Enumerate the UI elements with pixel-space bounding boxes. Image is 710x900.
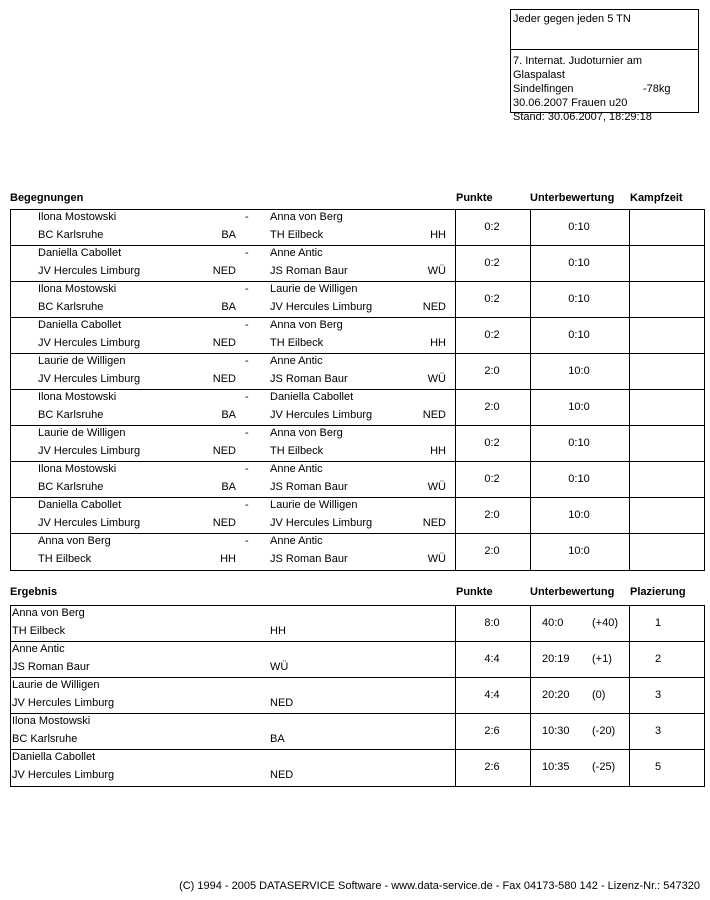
column-divider: [455, 750, 456, 786]
result-diff: (-25): [592, 761, 616, 773]
column-divider: [455, 642, 456, 677]
versus-dash: -: [245, 391, 249, 403]
match-points: 2:0: [484, 545, 500, 557]
match-subscore: 0:10: [568, 293, 590, 305]
matches-time-header: Kampfzeit: [630, 192, 683, 204]
versus-dash: -: [245, 247, 249, 259]
column-divider: [629, 750, 630, 786]
match-subscore: 0:10: [568, 473, 590, 485]
column-divider: [455, 678, 456, 713]
result-subscore: 10:35: [542, 761, 570, 773]
match-subscore: 10:0: [568, 509, 590, 521]
tournament-info-box: [510, 9, 699, 123]
fighter-b-club: JV Hercules Limburg: [270, 409, 373, 421]
fighter-b-nation: WÜ: [427, 481, 446, 493]
fighter-b-nation: HH: [430, 337, 446, 349]
column-divider: [455, 714, 456, 749]
fighter-b-nation: HH: [430, 445, 446, 457]
tournament-name: 7. Internat. Judoturnier am Glaspalast: [513, 55, 643, 81]
column-divider: [530, 606, 531, 641]
match-subscore: 0:10: [568, 437, 590, 449]
versus-dash: -: [245, 283, 249, 295]
column-divider: [629, 534, 630, 570]
match-subscore: 10:0: [568, 365, 590, 377]
column-divider: [530, 678, 531, 713]
column-divider: [629, 282, 630, 317]
fighter-b-name: Laurie de Willigen: [270, 499, 358, 511]
match-subscore: 10:0: [568, 545, 590, 557]
column-divider: [629, 462, 630, 497]
fighter-b-name: Anne Antic: [270, 355, 323, 367]
results-sub-header: Unterbewertung: [530, 586, 615, 598]
result-nation: HH: [270, 625, 286, 637]
match-points: 0:2: [484, 437, 500, 449]
fighter-a-nation: NED: [212, 265, 236, 277]
column-divider: [455, 246, 456, 281]
result-diff: (+1): [592, 653, 612, 665]
match-subscore: 0:10: [568, 257, 590, 269]
column-divider: [629, 318, 630, 353]
result-points: 4:4: [484, 689, 500, 701]
date-class: 30.06.2007 Frauen u20: [513, 97, 628, 109]
versus-dash: -: [245, 319, 249, 331]
match-row: [11, 246, 704, 282]
fighter-b-club: JV Hercules Limburg: [270, 301, 373, 313]
column-divider: [629, 606, 630, 641]
fighter-a-club: BC Karlsruhe: [38, 301, 104, 313]
column-divider: [530, 426, 531, 461]
match-row: [11, 210, 704, 246]
fighter-a-club: JV Hercules Limburg: [38, 517, 141, 529]
match-points: 0:2: [484, 221, 500, 233]
result-subscore: 40:0: [542, 617, 564, 629]
match-points: 2:0: [484, 401, 500, 413]
result-nation: NED: [270, 769, 294, 781]
matches-sub-header: Unterbewertung: [530, 192, 615, 204]
fighter-a-name: Laurie de Willigen: [38, 355, 126, 367]
fighter-a-name: Laurie de Willigen: [38, 427, 126, 439]
result-nation: BA: [270, 733, 285, 745]
fighter-b-nation: NED: [422, 301, 446, 313]
fighter-b-club: TH Eilbeck: [270, 229, 324, 241]
fighter-b-club: JV Hercules Limburg: [270, 517, 373, 529]
match-row: [11, 282, 704, 318]
versus-dash: -: [245, 463, 249, 475]
column-divider: [530, 462, 531, 497]
fighter-b-name: Anne Antic: [270, 463, 323, 475]
fighter-b-name: Laurie de Willigen: [270, 283, 358, 295]
column-divider: [629, 714, 630, 749]
weight-class: -78kg: [643, 83, 671, 95]
fighter-b-nation: NED: [422, 409, 446, 421]
fighter-a-name: Ilona Mostowski: [38, 283, 117, 295]
fighter-b-club: TH Eilbeck: [270, 445, 324, 457]
column-divider: [455, 282, 456, 317]
column-divider: [530, 642, 531, 677]
result-name: Daniella Cabollet: [12, 751, 96, 763]
fighter-a-club: BC Karlsruhe: [38, 409, 104, 421]
result-club: TH Eilbeck: [12, 625, 66, 637]
column-divider: [629, 426, 630, 461]
fighter-a-name: Ilona Mostowski: [38, 463, 117, 475]
result-diff: (+40): [592, 617, 618, 629]
result-club: JV Hercules Limburg: [12, 769, 115, 781]
result-rank: 3: [654, 689, 662, 701]
column-divider: [455, 390, 456, 425]
matches-title: Begegnungen: [10, 192, 84, 204]
column-divider: [455, 534, 456, 570]
mode-label: Jeder gegen jeden 5 TN: [513, 13, 631, 25]
column-divider: [629, 354, 630, 389]
fighter-b-club: JS Roman Baur: [270, 373, 348, 385]
result-club: JS Roman Baur: [12, 661, 90, 673]
column-divider: [629, 246, 630, 281]
result-diff: (0): [592, 689, 606, 701]
match-row: [11, 318, 704, 354]
fighter-a-nation: NED: [212, 445, 236, 457]
fighter-a-name: Ilona Mostowski: [38, 391, 117, 403]
results-title: Ergebnis: [10, 586, 58, 598]
result-subscore: 10:30: [542, 725, 570, 737]
result-diff: (-20): [592, 725, 616, 737]
column-divider: [530, 210, 531, 245]
column-divider: [455, 426, 456, 461]
fighter-b-name: Anne Antic: [270, 535, 323, 547]
match-row: [11, 354, 704, 390]
column-divider: [530, 354, 531, 389]
result-rank: 3: [654, 725, 662, 737]
fighter-a-club: TH Eilbeck: [38, 553, 92, 565]
column-divider: [530, 282, 531, 317]
match-row: [11, 462, 704, 498]
column-divider: [530, 498, 531, 533]
results-rank-header: Plazierung: [630, 586, 686, 598]
column-divider: [530, 714, 531, 749]
match-points: 0:2: [484, 473, 500, 485]
match-row: [11, 498, 704, 534]
versus-dash: -: [245, 499, 249, 511]
column-divider: [530, 750, 531, 786]
result-nation: WÜ: [270, 661, 289, 673]
versus-dash: -: [245, 211, 249, 223]
versus-dash: -: [245, 427, 249, 439]
match-subscore: 0:10: [568, 329, 590, 341]
result-points: 8:0: [484, 617, 500, 629]
fighter-b-name: Anne Antic: [270, 247, 323, 259]
fighter-a-club: JV Hercules Limburg: [38, 445, 141, 457]
fighter-a-club: BC Karlsruhe: [38, 481, 104, 493]
fighter-a-name: Daniella Cabollet: [38, 499, 122, 511]
column-divider: [629, 642, 630, 677]
result-points: 2:6: [484, 761, 500, 773]
result-points: 4:4: [484, 653, 500, 665]
result-nation: NED: [270, 697, 294, 709]
versus-dash: -: [245, 355, 249, 367]
result-row: [11, 606, 704, 642]
result-club: JV Hercules Limburg: [12, 697, 115, 709]
match-points: 0:2: [484, 257, 500, 269]
matches-table: [10, 209, 705, 571]
result-rank: 5: [654, 761, 662, 773]
status-timestamp: Stand: 30.06.2007, 18:29:18: [513, 111, 652, 123]
matches-points-header: Punkte: [456, 192, 493, 204]
match-subscore: 10:0: [568, 401, 590, 413]
result-subscore: 20:19: [542, 653, 570, 665]
column-divider: [455, 318, 456, 353]
match-points: 2:0: [484, 509, 500, 521]
column-divider: [629, 498, 630, 533]
match-row: [11, 390, 704, 426]
fighter-b-nation: WÜ: [427, 553, 446, 565]
fighter-b-club: JS Roman Baur: [270, 481, 348, 493]
fighter-a-club: BC Karlsruhe: [38, 229, 104, 241]
result-row: [11, 678, 704, 714]
column-divider: [455, 498, 456, 533]
match-points: 0:2: [484, 293, 500, 305]
column-divider: [629, 678, 630, 713]
fighter-b-club: JS Roman Baur: [270, 265, 348, 277]
fighter-a-name: Anna von Berg: [38, 535, 111, 547]
result-club: BC Karlsruhe: [12, 733, 78, 745]
result-row: [11, 714, 704, 750]
fighter-a-nation: BA: [221, 481, 236, 493]
results-points-header: Punkte: [456, 586, 493, 598]
column-divider: [629, 390, 630, 425]
result-name: Anne Antic: [12, 643, 65, 655]
match-subscore: 0:10: [568, 221, 590, 233]
fighter-b-name: Anna von Berg: [270, 319, 343, 331]
fighter-a-nation: NED: [212, 373, 236, 385]
column-divider: [455, 354, 456, 389]
fighter-a-nation: BA: [221, 409, 236, 421]
result-points: 2:6: [484, 725, 500, 737]
results-table: [10, 605, 705, 787]
fighter-b-name: Daniella Cabollet: [270, 391, 354, 403]
column-divider: [530, 318, 531, 353]
column-divider: [530, 534, 531, 570]
fighter-b-nation: NED: [422, 517, 446, 529]
fighter-a-club: JV Hercules Limburg: [38, 337, 141, 349]
fighter-a-nation: NED: [212, 517, 236, 529]
fighter-a-name: Ilona Mostowski: [38, 211, 117, 223]
fighter-a-name: Daniella Cabollet: [38, 247, 122, 259]
fighter-a-club: JV Hercules Limburg: [38, 373, 141, 385]
result-name: Ilona Mostowski: [12, 715, 91, 727]
match-row: [11, 426, 704, 462]
tournament-city: Sindelfingen: [513, 83, 574, 95]
result-name: Anna von Berg: [12, 607, 85, 619]
column-divider: [455, 606, 456, 641]
match-points: 2:0: [484, 365, 500, 377]
fighter-b-nation: WÜ: [427, 265, 446, 277]
fighter-a-name: Daniella Cabollet: [38, 319, 122, 331]
match-points: 0:2: [484, 329, 500, 341]
result-row: [11, 642, 704, 678]
column-divider: [629, 210, 630, 245]
versus-dash: -: [245, 535, 249, 547]
fighter-a-nation: BA: [221, 301, 236, 313]
footer-copyright: (C) 1994 - 2005 DATASERVICE Software - www.data-service.de - Fax 04173-580 142 - Lizenz-Nr.: 547320: [179, 880, 700, 892]
fighter-a-club: JV Hercules Limburg: [38, 265, 141, 277]
column-divider: [530, 246, 531, 281]
column-divider: [455, 210, 456, 245]
result-rank: 1: [654, 617, 662, 629]
result-name: Laurie de Willigen: [12, 679, 100, 691]
fighter-a-nation: HH: [220, 553, 236, 565]
fighter-b-nation: WÜ: [427, 373, 446, 385]
result-rank: 2: [654, 653, 662, 665]
result-row: [11, 750, 704, 786]
column-divider: [455, 462, 456, 497]
column-divider: [530, 390, 531, 425]
fighter-b-nation: HH: [430, 229, 446, 241]
fighter-b-name: Anna von Berg: [270, 427, 343, 439]
fighter-a-nation: NED: [212, 337, 236, 349]
fighter-a-nation: BA: [221, 229, 236, 241]
fighter-b-club: TH Eilbeck: [270, 337, 324, 349]
fighter-b-club: JS Roman Baur: [270, 553, 348, 565]
result-subscore: 20:20: [542, 689, 570, 701]
fighter-b-name: Anna von Berg: [270, 211, 343, 223]
match-row: [11, 534, 704, 570]
